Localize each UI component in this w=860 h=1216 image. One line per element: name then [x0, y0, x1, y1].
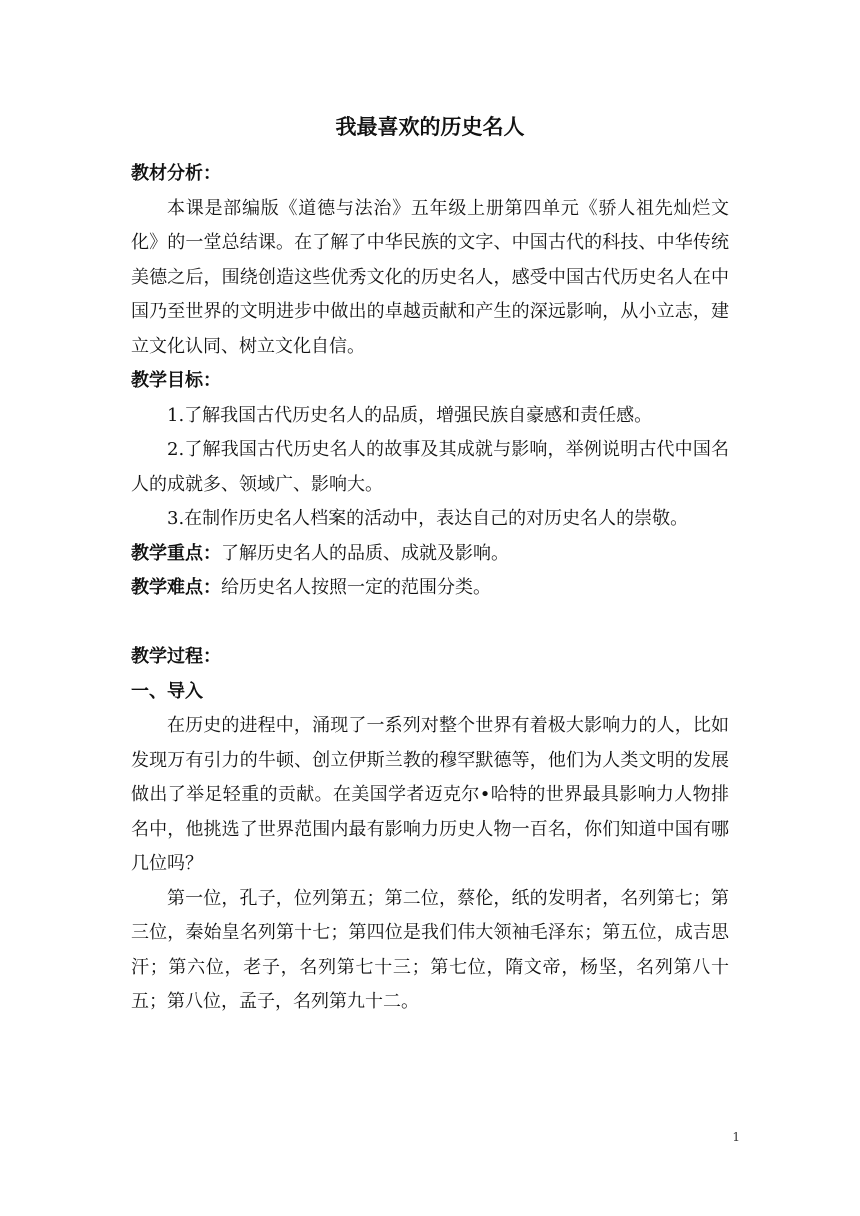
analysis-heading: 教材分析：: [131, 163, 221, 184]
difficulty-text: 给历史名人按照一定的范围分类。: [221, 577, 491, 598]
key-point-line: [131, 537, 729, 572]
intro-paragraph-1: 在历史的进程中，涌现了一系列对整个世界有着极大影响力的人，比如发现万有引力的牛顿、创立伊斯兰教的穆罕默德等，他们为人类文明的发展做出了举足轻重的贡献。在美国学者迈克尔•哈特的世界最具影响力人物排名中，他挑选了世界范围内最有影响力历史人物一百名，你们知道中国有哪几位吗？: [131, 715, 729, 874]
difficulty-line: [131, 571, 729, 606]
page-number: 1: [732, 1130, 740, 1144]
difficulty-label: 教学难点：: [131, 577, 221, 598]
document-body: [131, 157, 729, 1020]
goal-item-1: 1.了解我国古代历史名人的品质，增强民族自豪感和责任感。: [167, 404, 653, 426]
process-heading: 教学过程：: [131, 646, 221, 667]
goal-item-3: 3.在制作历史名人档案的活动中，表达自己的对历史名人的崇敬。: [167, 508, 689, 529]
goal-item-2: 2.了解我国古代历史名人的故事及其成就与影响，举例说明古代中国名人的成就多、领域广、影响大。: [131, 439, 729, 495]
document-title: 我最喜欢的历史名人: [335, 115, 525, 139]
key-point-text: 了解历史名人的品质、成就及影响。: [221, 542, 509, 564]
key-point-label: 教学重点：: [131, 542, 221, 564]
blank-line: [131, 606, 729, 641]
goals-heading: 教学目标：: [131, 370, 221, 391]
section-intro-heading: 一、导入: [131, 680, 203, 702]
analysis-paragraph: 本课是部编版《道德与法治》五年级上册第四单元《骄人祖先灿烂文化》的一堂总结课。在了解了中华民族的文字、中国古代的科技、中华传统美德之后，围绕创造这些优秀文化的历史名人，感受中国古代历史名人在中国乃至世界的文明进步中做出的卓越贡献和产生的深远影响，从小立志，建立文化认同、树立文化自信。: [131, 197, 729, 357]
intro-paragraph-2: 第一位，孔子，位列第五；第二位，蔡伦，纸的发明者，名列第七；第三位，秦始皇名列第十七；第四位是我们伟大领袖毛泽东；第五位，成吉思汗；第六位，老子，名列第七十三；第七位，隋文帝，杨坚，名列第八十五；第八位，孟子，名列第九十二。: [131, 887, 729, 1012]
